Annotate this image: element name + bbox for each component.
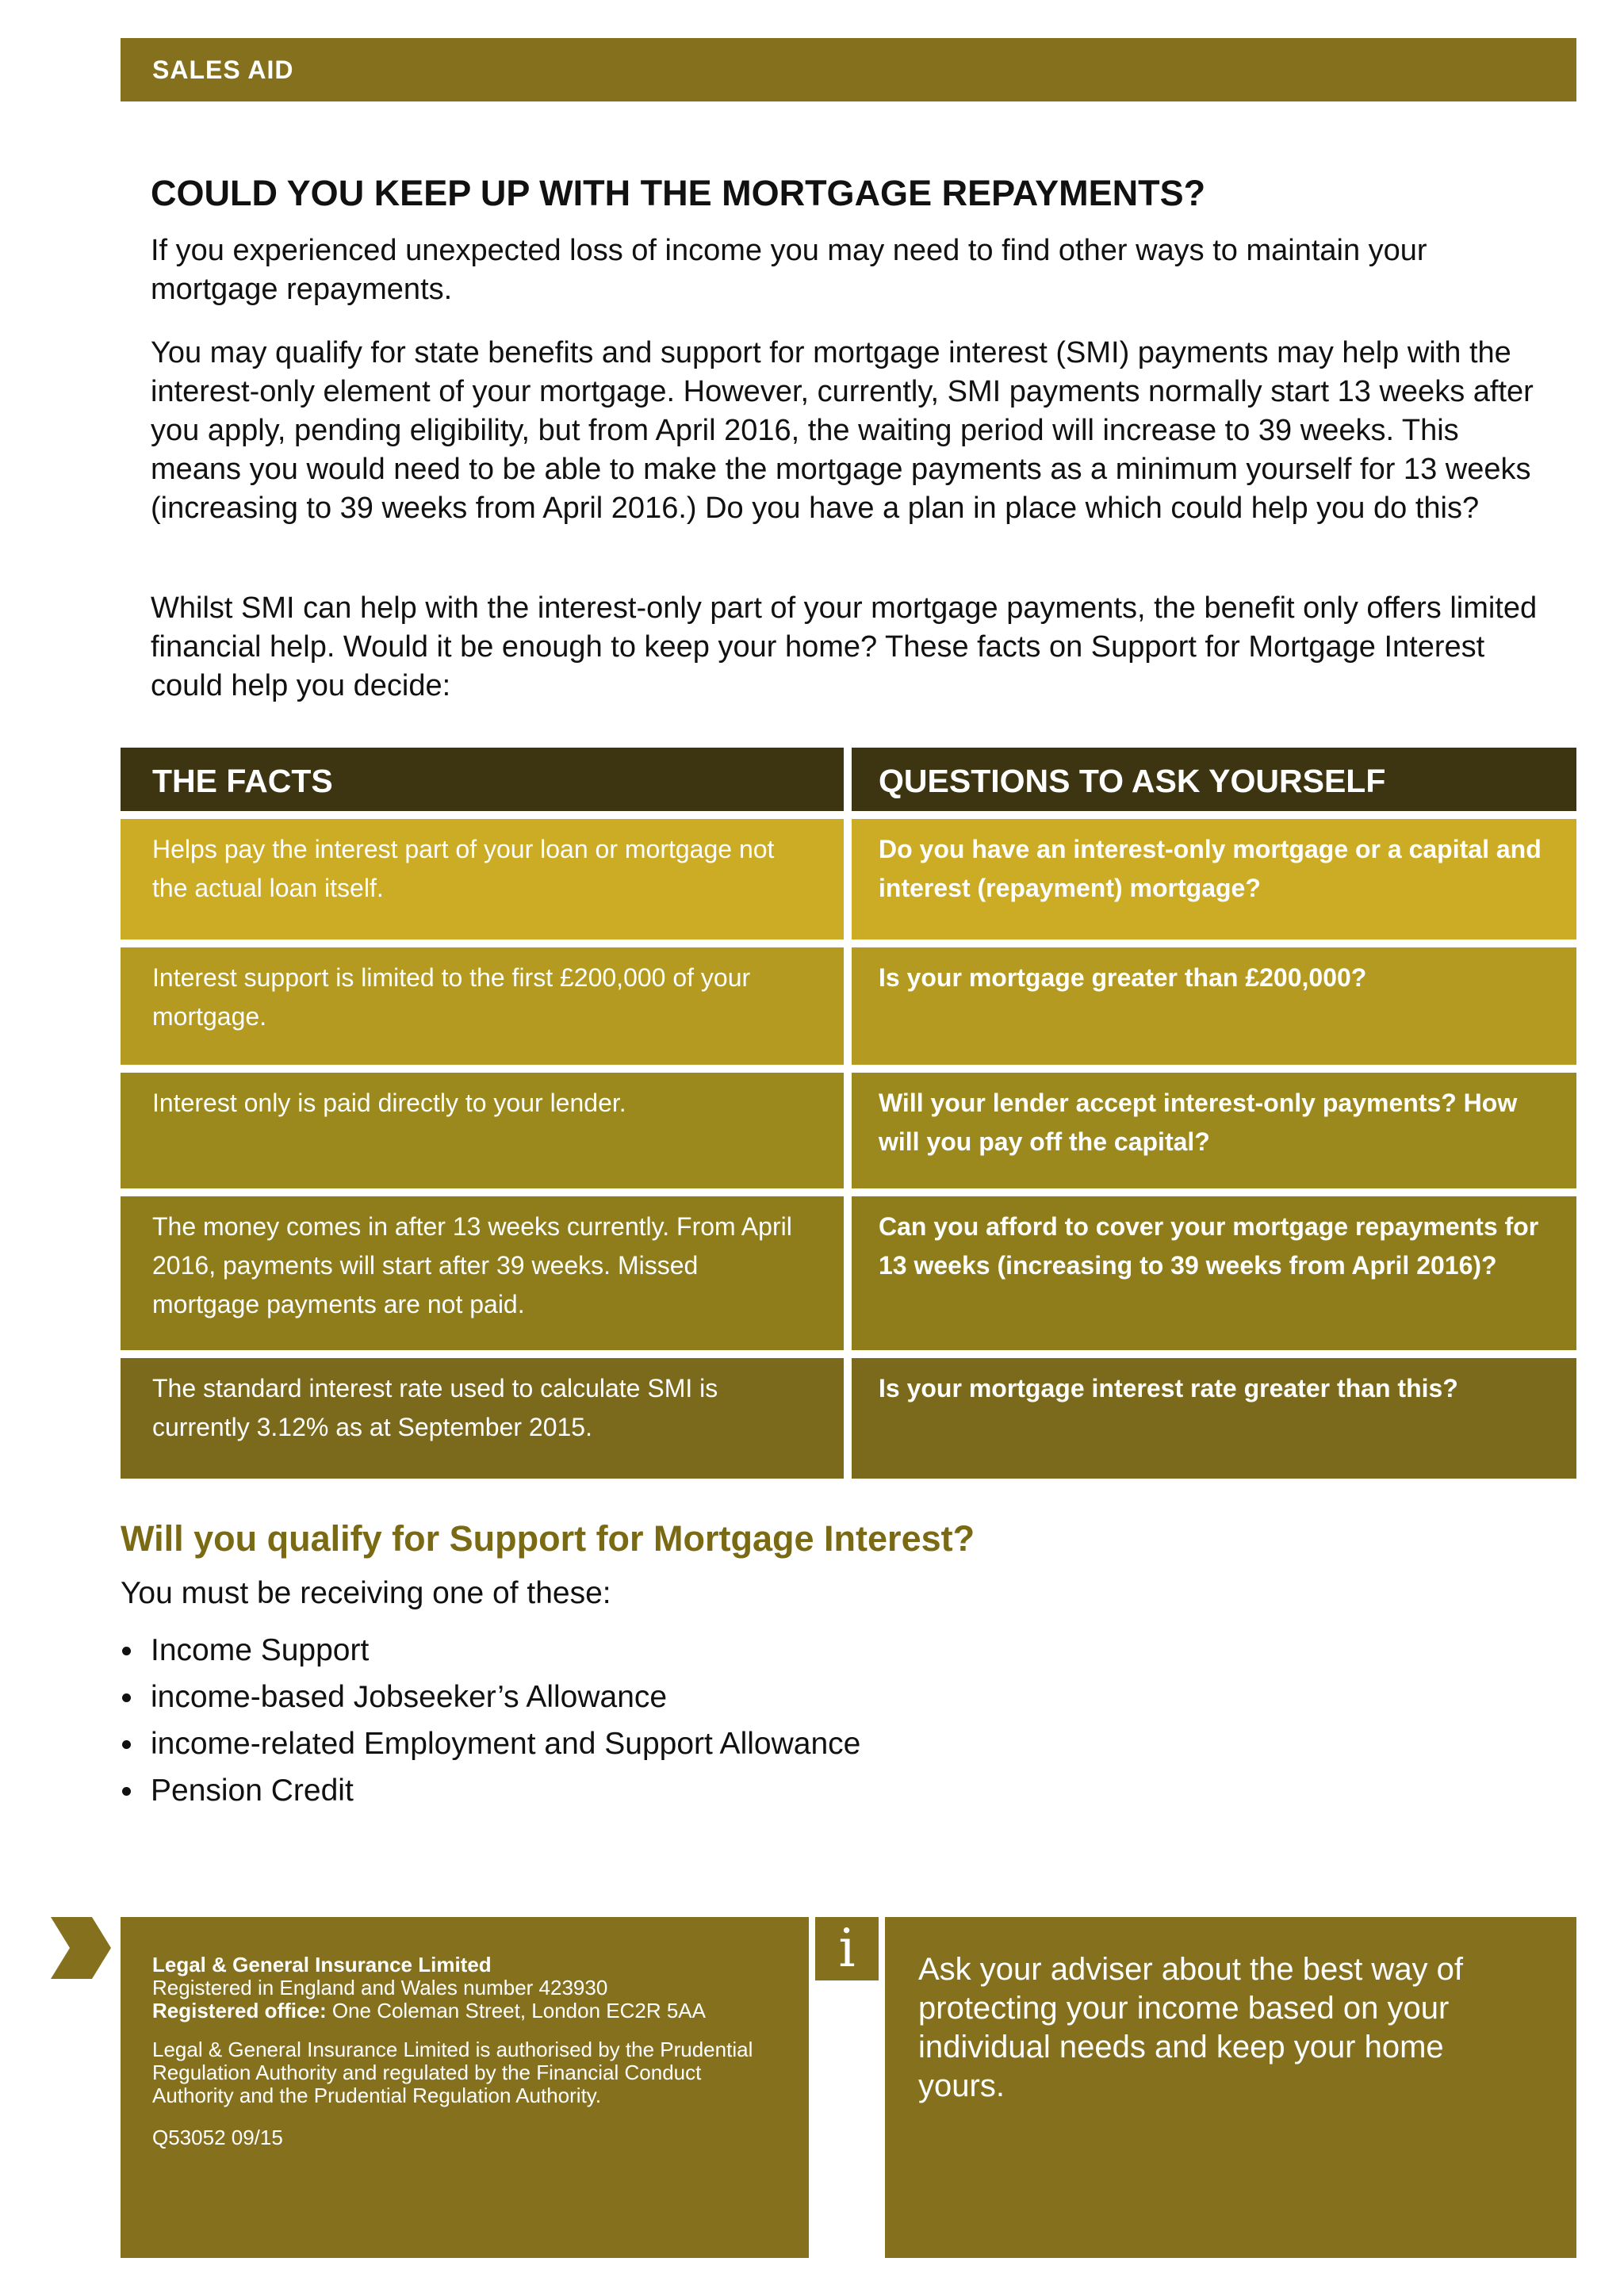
question-cell: Is your mortgage interest rate greater than this? bbox=[852, 1358, 1576, 1479]
sales-aid-band bbox=[121, 38, 1576, 101]
facts-header bbox=[121, 748, 844, 811]
authorisation-text: Legal & General Insurance Limited is authorised by the Prudential Regulation Authority and regulated by the Financial Conduct Authority and the Prudential Regulation Authority. bbox=[152, 2038, 753, 2107]
registration-text: Registered in England and Wales number 423930 bbox=[152, 1976, 608, 1999]
question-cell: Can you afford to cover your mortgage repayments for 13 weeks (increasing to 39 weeks from April 2016)? bbox=[852, 1196, 1576, 1350]
benefits-list bbox=[121, 1627, 860, 1814]
fact-cell: Interest only is paid directly to your lender. bbox=[121, 1073, 844, 1188]
fact-cell: Interest support is limited to the first £200,000 of your mortgage. bbox=[121, 947, 844, 1065]
legal-box bbox=[121, 1917, 809, 2258]
registered-office bbox=[152, 1999, 777, 2022]
advice-text: Ask your adviser about the best way of protecting your income based on your individual needs and keep your home yours. bbox=[918, 1952, 1464, 2103]
smi-paragraph: You may qualify for state benefits and support for mortgage interest (SMI) payments may help with the interest-only element of your mortgage. However, currently, SMI payments normally start 13 weeks after you apply, pending eligibility, but from April 2016, the waiting period will increase to 39 weeks. This means you would need to be able to make the mortgage payments as a minimum yourself for 13 weeks (increasing to 39 weeks from April 2016.) Do you have a plan in place which could help you do this? bbox=[151, 336, 1534, 525]
question-cell: Is your mortgage greater than £200,000? bbox=[852, 947, 1576, 1065]
list-item: Pension Credit bbox=[121, 1767, 860, 1814]
questions-header bbox=[852, 748, 1576, 811]
sales-aid-label: SALES AID bbox=[152, 55, 294, 84]
fact-cell: The money comes in after 13 weeks currently. From April 2016, payments will start after 39 weeks. Missed mortgage payments are not paid. bbox=[121, 1196, 844, 1350]
chevron-right-icon bbox=[51, 1917, 111, 1979]
document-code: Q53052 09/15 bbox=[152, 2126, 283, 2149]
company-name: Legal & General Insurance Limited bbox=[152, 1953, 492, 1976]
facts-lead-paragraph: Whilst SMI can help with the interest-only part of your mortgage payments, the benefit only offers limited financial help. Would it be enough to keep your home? These facts on Support for Mortgage Interest could help you decide: bbox=[151, 591, 1538, 702]
intro-paragraph: If you experienced unexpected loss of income you may need to find other ways to maintain your mortgage repayments. bbox=[151, 234, 1427, 306]
questions-header-label: QUESTIONS TO ASK YOURSELF bbox=[879, 763, 1386, 799]
qualify-heading: Will you qualify for Support for Mortgage Interest? bbox=[121, 1518, 975, 1559]
advice-box bbox=[885, 1917, 1576, 2258]
fact-cell: Helps pay the interest part of your loan or mortgage not the actual loan itself. bbox=[121, 819, 844, 939]
question-cell: Will your lender accept interest-only payments? How will you pay off the capital? bbox=[852, 1073, 1576, 1188]
page-title: COULD YOU KEEP UP WITH THE MORTGAGE REPAYMENTS? bbox=[151, 173, 1206, 213]
fact-cell: The standard interest rate used to calculate SMI is currently 3.12% as at September 2015. bbox=[121, 1358, 844, 1479]
list-item: income-related Employment and Support Allowance bbox=[121, 1720, 860, 1767]
qualify-intro: You must be receiving one of these: bbox=[121, 1576, 611, 1610]
office-label: Registered office: bbox=[152, 1999, 327, 2022]
list-item: Income Support bbox=[121, 1627, 860, 1674]
office-address: One Coleman Street, London EC2R 5AA bbox=[326, 1999, 706, 2022]
question-cell: Do you have an interest-only mortgage or a capital and interest (repayment) mortgage? bbox=[852, 819, 1576, 939]
info-icon: i bbox=[815, 1917, 879, 1980]
list-item: income-based Jobseeker’s Allowance bbox=[121, 1674, 860, 1720]
facts-header-label: THE FACTS bbox=[152, 763, 333, 799]
